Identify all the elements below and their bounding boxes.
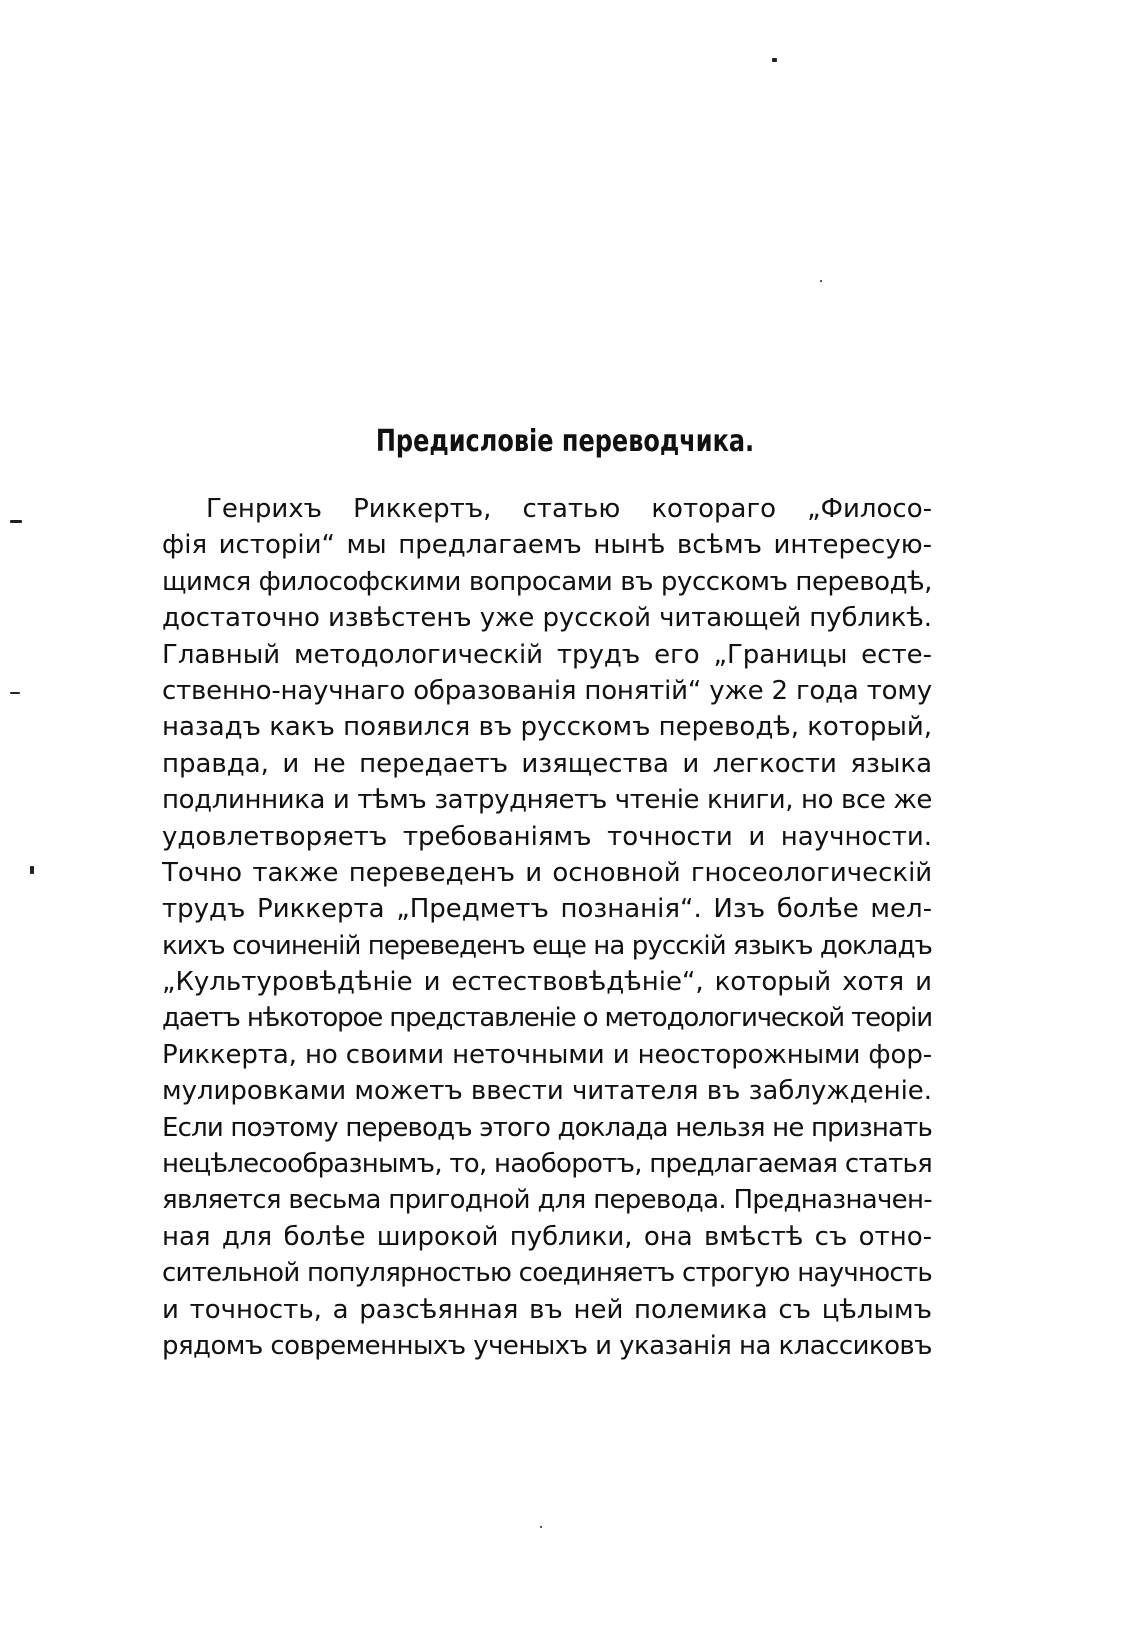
text-line: „Культуровѣдѣніе и естествовѣдѣніе“, который хотя и	[162, 967, 932, 998]
scan-speck	[30, 866, 34, 874]
text-line: рядомъ современныхъ ученыхъ и указанія на классиковъ	[162, 1330, 932, 1361]
text-line: фія исторіи“ мы предлагаемъ нынѣ всѣмъ интересую-	[162, 530, 932, 561]
text-line: назадъ какъ появился въ русскомъ переводѣ, который,	[162, 712, 932, 743]
text-line: нецѣлесообразнымъ, то, наоборотъ, предлагаемая статья	[162, 1149, 932, 1180]
text-line: Генрихъ Риккертъ, статью котораго „Филосо-	[206, 494, 932, 524]
text-line: щимся философскими вопросами въ русскомъ переводѣ,	[162, 566, 932, 597]
body-text	[162, 491, 932, 1364]
text-line: достаточно извѣстенъ уже русской читающей публикѣ.	[162, 603, 932, 634]
text-line: и точность, а разсѣянная въ ней полемика съ цѣлымъ	[162, 1294, 932, 1325]
text-line: кихъ сочиненій переведенъ еще на русскій языкъ докладъ	[162, 930, 932, 961]
text-line: подлинника и тѣмъ затрудняетъ чтеніе книги, но все же	[162, 785, 932, 816]
text-line: трудъ Риккерта „Предметъ познанія“. Изъ болѣе мел-	[162, 894, 932, 925]
text-line: ная для болѣе широкой публики, она вмѣстѣ съ отно-	[162, 1221, 932, 1252]
text-line: Если поэтому переводъ этого доклада нельзя не признать	[162, 1112, 932, 1143]
text-line: даетъ нѣкоторое представленіе о методологической теоріи	[162, 1003, 932, 1034]
text-line: удовлетворяетъ требованіямъ точности и научности.	[162, 821, 932, 852]
text-line: ственно-научнаго образованія понятій“ уже 2 года тому	[162, 675, 933, 706]
text-line: является весьма пригодной для перевода. Предназначен-	[162, 1185, 932, 1216]
text-line: мулировками можетъ ввести читателя въ заблужденіе.	[162, 1076, 933, 1107]
text-line: Риккерта, но своими неточными и неосторожными фор-	[162, 1039, 932, 1070]
text-line: Точно также переведенъ и основной гносеологическій	[162, 857, 933, 888]
page-title: Предисловіе переводчика.	[375, 424, 755, 459]
text-line: сительной популярностью соединяетъ строгую научность	[162, 1258, 932, 1289]
scan-speck	[820, 280, 822, 282]
scan-speck	[772, 58, 777, 62]
scan-speck	[540, 1526, 542, 1528]
scan-speck	[10, 692, 20, 694]
text-line: Главный методологическій трудъ его „Границы есте-	[162, 639, 932, 670]
scan-speck	[10, 520, 22, 523]
text-line: правда, и не передаетъ изящества и легкости языка	[162, 748, 932, 779]
